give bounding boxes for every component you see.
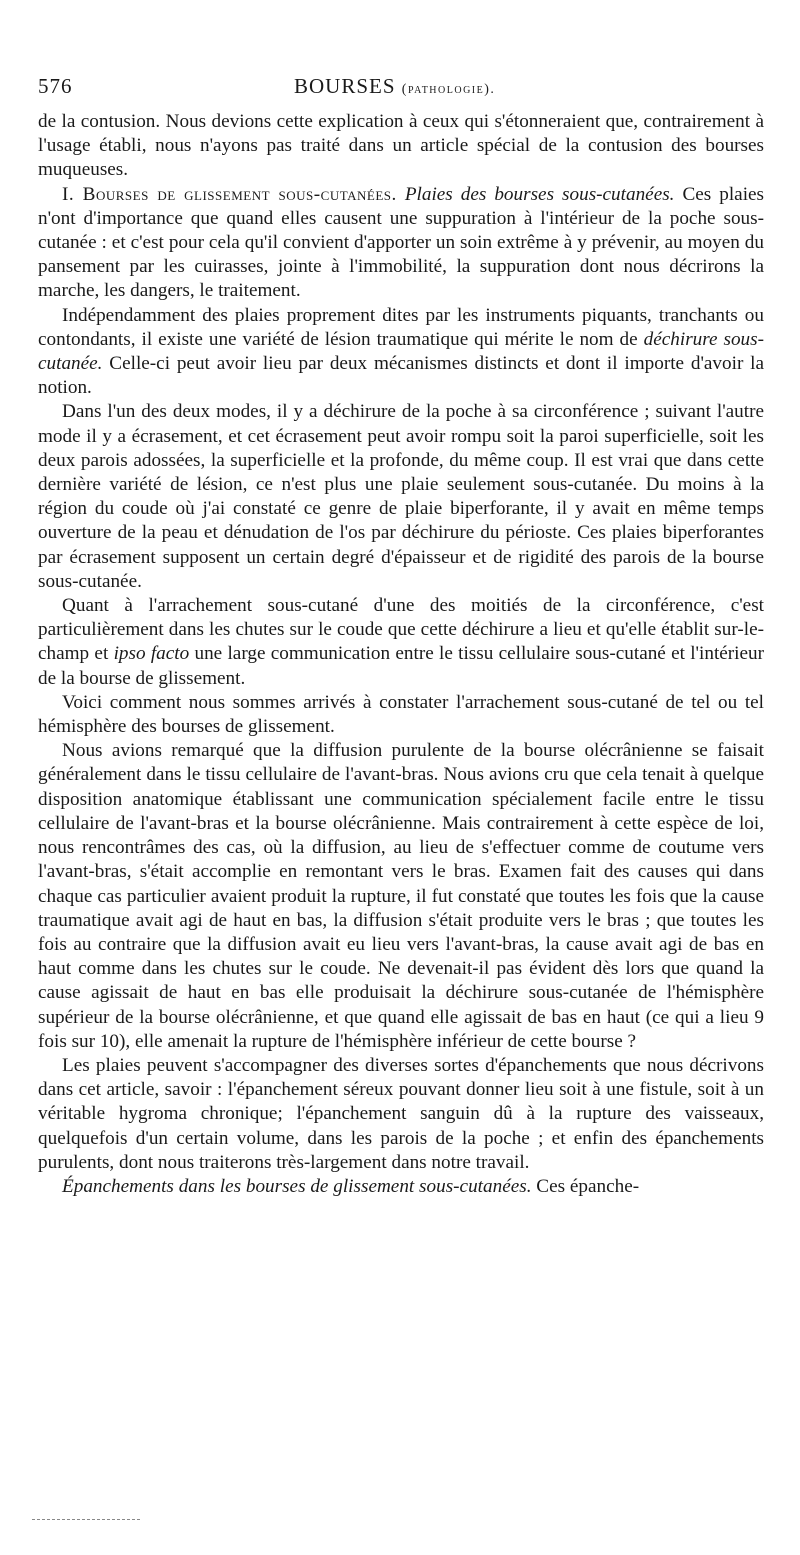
page-header [38,74,764,110]
paragraph-text: Voici comment nous sommes arrivés à constater l'arrachement sous-cutané de tel ou tel hémisphère des bourses de glissement. [38,691,764,738]
paragraph [38,691,764,739]
paragraph [38,1054,764,1175]
paragraph [38,400,764,594]
paragraph [38,594,764,691]
paragraph [38,1175,764,1199]
paragraph-text: Indépendamment des plaies proprement dites par les instruments piquants, tranchants ou contondants, il existe une variété de lésion traumatique qui mérite le nom de [38,304,764,350]
section-title: Plaies des bourses sous-cutanées. [404,183,675,205]
paragraph [38,304,764,401]
paragraph [38,739,764,1054]
paragraph-text: Dans l'un des deux modes, il y a déchirure de la poche à sa circonférence ; suivant l'autre mode il y a écrasement, et cet écrasement peut avoir rompu soit la paroi superficielle, soit les deux parois adossées, la superficielle et la profonde, du même coup. Il est vrai que dans cette dernière variété de lésion, ce n'est plus une plaie seulement sous-cutanée. Du moins à la région du coude où j'ai constaté ce genre de plaie biperforante, il y avait en même temps ouverture de la peau et dénudation de l'os par déchirure du périoste. Ces plaies biperforantes par écrasement supposent un certain degré d'épaisseur et de rigidité des parois de la bourse sous-cutanée. [38,401,764,592]
paragraph-text: Ces épanche- [536,1175,640,1197]
paragraph-text: Celle-ci peut avoir lieu par deux mécanismes distincts et dont il importe d'avoir la notion. [38,353,765,399]
section-title: Épanchements dans les bourses de glissement sous-cutanées. [62,1175,532,1197]
document-page [38,74,764,1199]
italic-term: déchirure sous-cutanée. [38,328,765,375]
paragraph-text: Ces plaies n'ont d'importance que quand elles causent une suppuration à l'intérieur de la poche sous-cutanée : et c'est pour cela qu'il convient d'apporter un soin extrême à y prévenir, au moyen du pansement par les cuirasses, jointe à l'immobilité, la suppuration dont nous décrirons la marche, les dangers, le traitement. [38,183,765,302]
running-title-sub: (pathologie). [401,82,496,97]
page-body [38,110,764,1199]
paragraph-text: Les plaies peuvent s'accompagner des diverses sortes d'épanchements que nous décrivons dans cet article, savoir : l'épanchement séreux pouvant donner lieu soit à une fistule, soit à un véritable hygroma chronique; l'épanchement sanguin dû à la rupture des vaisseaux, quelquefois d'un certain volume, dans les parois de la poche ; et enfin des épanchements purulents, dont nous traiterons très-largement dans notre travail. [38,1054,764,1173]
paragraph-text: une large communication entre le tissu cellulaire sous-cutané et l'intérieur de la bourse de glissement. [38,643,765,689]
italic-term: ipso facto [113,643,190,665]
paragraph-text: de la contusion. Nous devions cette explication à ceux qui s'étonneraient que, contrairement à l'usage établi, nous n'ayons pas traité dans un article spécial de la contusion des bourses muqueuses. [38,111,764,181]
running-title-main: BOURSES [294,74,396,98]
paragraph-text: Nous avions remarqué que la diffusion purulente de la bourse olécrânienne se faisait généralement dans le tissu cellulaire de l'avant-bras. Nous avions cru que cela tenait à quelque disposition anatomique établissant une communication spécialement facile entre le tissu cellulaire de l'avant-bras et la bourse olécrânienne. Mais contrairement à cette espèce de loi, nous rencontrâmes des cas, où la diffusion, au lieu de s'effectuer comme de coutume vers l'avant-bras, s'était accomplie en remontant vers le bras. Examen fait des causes qui dans chaque cas particulier avaient produit la rupture, il fut constaté que toutes les fois que la cause traumatique avait agi de haut en bas, la diffusion s'était produite vers le bras ; que toutes les fois au contraire que la diffusion avait eu lieu vers l'avant-bras, la cause avait agi de bas en haut comme dans les chutes sur le coude. Ne devenait-il pas évident dès lors que quand la cause agissait de haut en bas elle produisait la déchirure sous-cutanée de l'hémisphère supérieur de la bourse olécrânienne, et que quand elle agissait de bas en haut (ce qui a lieu 9 fois sur 10), elle amenait la rupture de l'hémisphère inférieur de cette bourse ? [38,740,764,1052]
paragraph [38,183,764,304]
paragraph [38,110,764,183]
page-number: 576 [38,74,73,98]
paragraph-text: Quant à l'arrachement sous-cutané d'une des moitiés de la circonférence, c'est particulièrement dans les chutes sur le coude que cette déchirure a lieu et qu'elle établit sur-le-champ et [38,595,764,665]
running-title [294,74,495,99]
section-label: I. Bourses de glissement sous-cutanées. [62,183,397,205]
footnote-rule [32,1519,140,1520]
